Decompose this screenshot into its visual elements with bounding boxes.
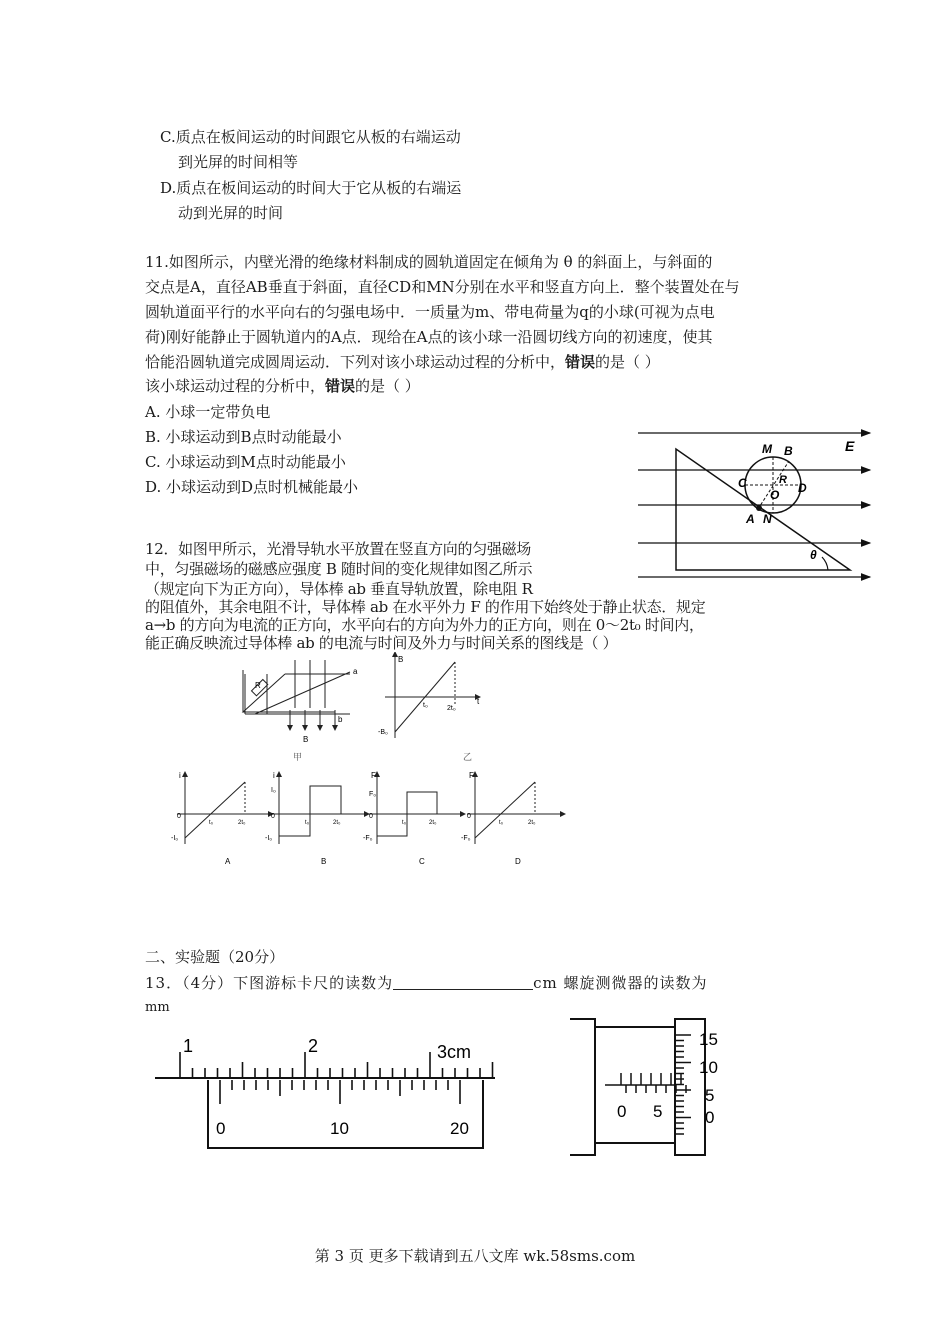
qc-label-negf0: -F₀ [363, 835, 373, 842]
q12-label-b: b [338, 715, 343, 724]
q11-label-theta: θ [810, 548, 817, 562]
qb-label-negi0: -I₀ [265, 835, 273, 842]
q11-stem-line5-emphasis: 错误 [565, 353, 596, 371]
q11-option-c: C. 小球运动到M点时动能最小 [145, 453, 346, 471]
section2-title: 二、实验题（20分） [145, 948, 285, 966]
qa-label-t0: t₀ [209, 820, 214, 826]
q11-stem-line6 [145, 376, 420, 396]
q12-yi-label-t0: t₀ [423, 702, 428, 709]
q12-stem-line5: a→b 的方向为电流的正方向，水平向右的方向为外力的正方向，则在 0～2t₀ 时间内， [145, 616, 704, 634]
q12-yi-label-t: t [477, 697, 480, 706]
qa-label-i: i [179, 771, 181, 780]
q11-option-d: D. 小球运动到D点时机械能最小 [145, 478, 359, 496]
q11-label-n: N [763, 512, 772, 526]
qd-label-t0: t₀ [499, 820, 504, 826]
q11-stem-line5-bracket: 的是（ ） [595, 353, 660, 371]
qa-label-negi0: -I₀ [171, 835, 179, 842]
qc-label-f: F [371, 771, 376, 780]
caliper-main-1: 1 [183, 1036, 194, 1056]
qd-label-0: 0 [467, 813, 471, 820]
q13-answer-blank[interactable] [393, 975, 533, 990]
micrometer-thimble-0: 0 [705, 1108, 715, 1127]
q11-stem-line5 [145, 352, 660, 372]
q11-label-e: E [845, 438, 855, 454]
caliper-vernier-0: 0 [216, 1119, 226, 1138]
q13-stem-text: 13．（4分）下图游标卡尺的读数为 [145, 974, 394, 992]
q12-stem-line4: 的阻值外，其余电阻不计，导体棒 ab 在水平外力 F 的作用下始终处于静止状态．规定 [145, 598, 706, 616]
q10-option-c-line1: C.质点在板间运动的时间跟它从板的右端运动 [160, 128, 461, 146]
q10-option-d-line2: 动到光屏的时间 [178, 204, 284, 222]
qd-label-2t0: 2t₀ [528, 820, 536, 826]
q11-stem-line3: 圆轨道面平行的水平向右的匀强电场中．一质量为m、带电荷量为q的小球(可视为点电 [145, 303, 715, 321]
q12-circuit-diagram [243, 660, 350, 730]
caliper-vernier-10: 10 [330, 1119, 349, 1138]
q13-stem-line2: mm [145, 1000, 170, 1015]
q12-yi-label-negb0: -B₀ [378, 729, 388, 736]
q12-label-a: a [353, 667, 358, 676]
micrometer-thimble-5: 5 [705, 1086, 715, 1105]
caliper-vernier-20: 20 [450, 1119, 469, 1138]
qa-label-2t0: 2t₀ [238, 820, 246, 826]
q12-stem-line1: 12．如图甲所示，光滑导轨水平放置在竖直方向的匀强磁场 [145, 540, 531, 558]
q13-micrometer [565, 1015, 765, 1160]
q12-label-r: R [255, 681, 261, 690]
micrometer-thimble-15: 15 [699, 1030, 718, 1049]
caliper-main-2: 2 [308, 1036, 319, 1056]
q11-option-b: B. 小球运动到B点时动能最小 [145, 428, 342, 446]
q11-stem-line6-text: 该小球运动过程的分析中， [145, 377, 326, 395]
q12-figure [145, 652, 680, 894]
q11-stem-line6-emphasis: 错误 [325, 377, 356, 395]
q12-yi-label-b: B [398, 655, 404, 664]
q10-option-c-line2: 到光屏的时间相等 [178, 153, 299, 171]
qc-label-f0: F₀ [369, 791, 377, 798]
q12-label-b-field: B [303, 735, 309, 744]
q11-stem-line4: 荷)刚好能静止于圆轨道内的A点．现给在A点的该小球一沿圆切线方向的初速度，使其 [145, 328, 713, 346]
q11-option-a: A. 小球一定带负电 [145, 403, 271, 421]
q12-label-jia: 甲 [293, 752, 303, 762]
q11-stem-line5-text: 恰能沿圆轨道完成圆周运动．下列对该小球运动过程的分析中， [145, 353, 566, 371]
q12-yi-label-2t0: 2t₀ [447, 705, 456, 712]
q11-label-b: B [784, 444, 793, 458]
micrometer-thimble-10: 10 [699, 1058, 718, 1077]
q12-stem-line6: 能正确反映流过导体棒 ab 的电流与时间及外力与时间关系的图线是（ ） [145, 634, 618, 652]
q11-label-d: D [798, 481, 807, 495]
q11-stem-line2: 交点是A，直径AB垂直于斜面，直径CD和MN分别在水平和竖直方向上．整个装置处在与 [145, 278, 740, 296]
qb-label-0: 0 [271, 813, 275, 820]
q13-vernier-caliper [150, 1030, 500, 1160]
qb-label-b: B [321, 857, 327, 866]
q12-label-yi: 乙 [463, 752, 473, 762]
q11-label-m: M [762, 442, 772, 456]
qd-label-d: D [515, 857, 521, 866]
q11-label-r: R [779, 474, 787, 486]
qb-label-2t0: 2t₀ [333, 820, 341, 826]
q13-stem-text-2: cm 螺旋测微器的读数为 [533, 974, 708, 992]
q11-label-o: O [770, 488, 780, 502]
qa-label-a: A [225, 857, 231, 866]
q12-stem-line3: （规定向下为正方向），导体棒 ab 垂直导轨放置，除电阻 R [145, 580, 533, 598]
caliper-main-3cm: 3cm [437, 1042, 472, 1062]
qc-label-2t0: 2t₀ [429, 820, 437, 826]
micrometer-sleeve-5: 5 [653, 1102, 663, 1121]
qb-label-t0: t₀ [305, 820, 310, 826]
qa-label-0: 0 [177, 813, 181, 820]
micrometer-sleeve-0: 0 [617, 1102, 627, 1121]
page-footer: 第 3 页 更多下载请到五八文库 wk.58sms.com [314, 1247, 636, 1265]
q11-stem-line1: 11.如图所示，内壁光滑的绝缘材料制成的圆轨道固定在倾角为 θ 的斜面上，与斜面的 [145, 253, 713, 271]
qb-label-i: i [273, 771, 275, 780]
qd-label-negf0: -F₀ [461, 835, 471, 842]
qc-label-c: C [419, 857, 425, 866]
qd-label-f: F [469, 771, 474, 780]
q10-option-d-line1: D.质点在板间运动的时间大于它从板的右端运 [160, 179, 462, 197]
q11-circular-track-figure [632, 425, 880, 585]
q11-label-c: C [738, 476, 747, 490]
qb-label-i0: I₀ [271, 787, 276, 794]
q12-b-t-graph [385, 652, 480, 738]
qc-label-t0: t₀ [402, 820, 407, 826]
q11-label-a: A [746, 512, 755, 526]
q11-stem-line6-bracket: 的是（ ） [355, 377, 420, 395]
q13-stem-line1 [145, 973, 708, 993]
q12-stem-line2: 中，匀强磁场的磁感应强度 B 随时间的变化规律如图乙所示 [145, 560, 533, 578]
qc-label-0: 0 [369, 813, 373, 820]
